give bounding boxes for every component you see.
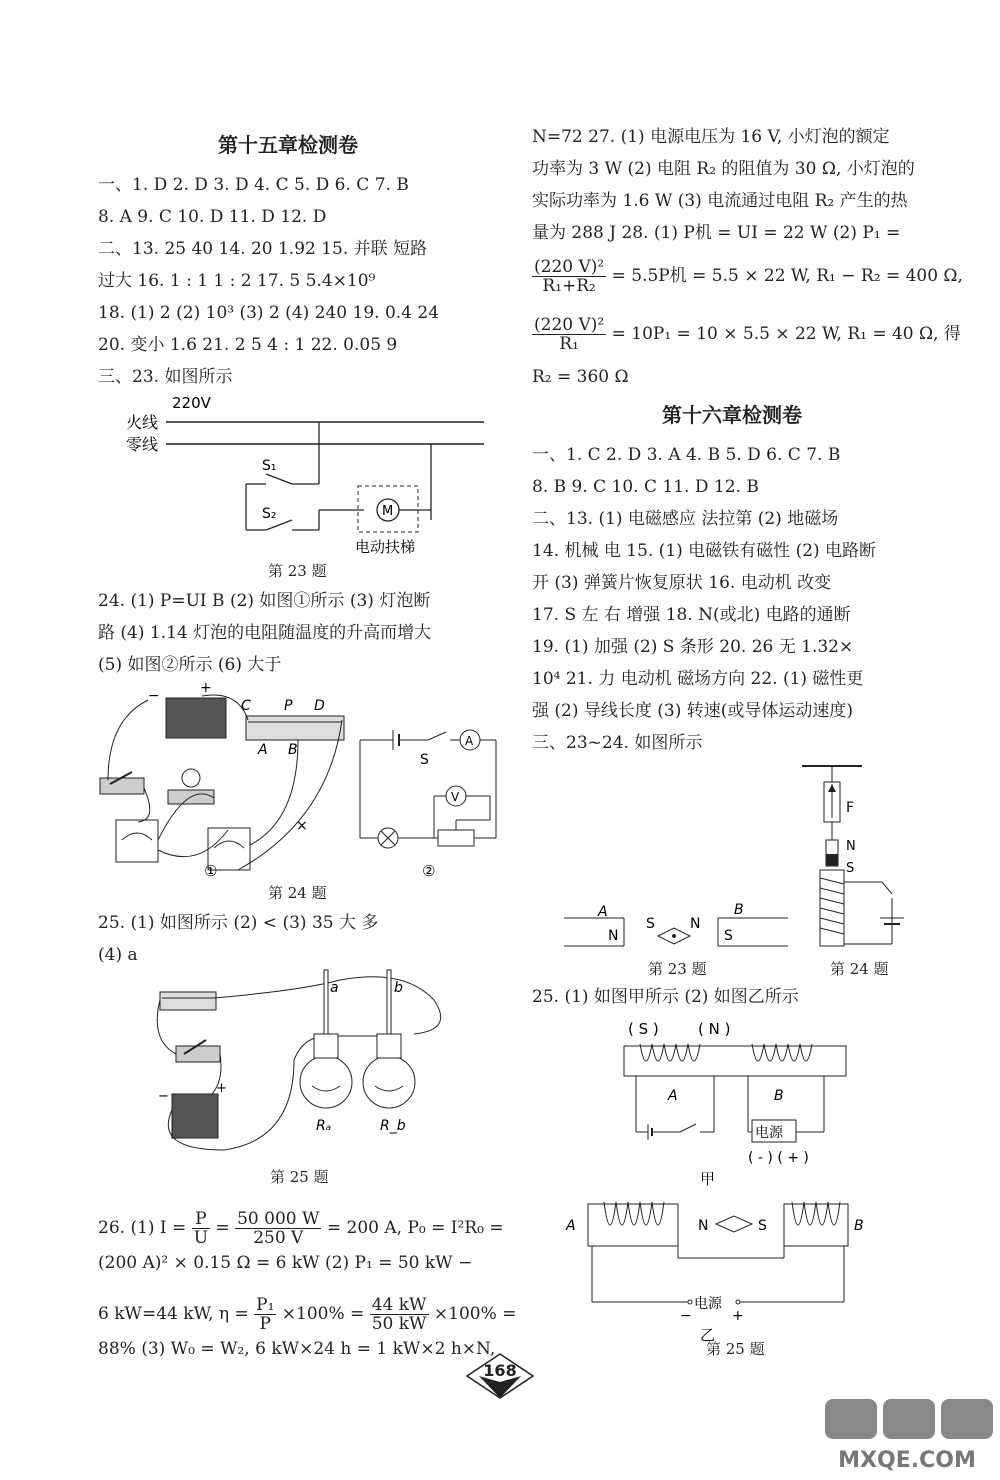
fraction-220-r1: $\frac{\text{(220 V)²}}{\text{R₁}}$ <box>534 315 605 354</box>
answer-line: 量为 288 J 28. (1) P机 = UI = 22 W (2) P₁ = <box>532 223 901 243</box>
formula-text: = 5.5P机 = 5.5 × 22 W, R₁ − R₂ = 400 Ω, <box>611 266 963 286</box>
formula-text: = 200 A, P₀ = I²R₀ = <box>326 1218 504 1238</box>
diagram-yi-label: 乙 <box>700 1326 716 1344</box>
resistor-ra-label: Rₐ <box>316 1118 332 1134</box>
formula-text: = 10P₁ = 10 × 5.5 × 22 W, R₁ = 40 Ω, 得 <box>611 324 961 344</box>
answer-line: 25. (1) 如图甲所示 (2) 如图乙所示 <box>532 987 799 1007</box>
answer-line: 17. S 左 右 增强 18. N(或北) 电路的通断 <box>532 605 851 625</box>
force-f-label: F <box>846 800 855 816</box>
pole-n-label: ( N ) <box>698 1020 731 1038</box>
fig24-circuit <box>98 680 503 880</box>
switch-s-label: S <box>420 752 429 768</box>
neutral-wire-label: 零线 <box>126 435 159 454</box>
answer-line: 8. A 9. C 10. D 11. D 12. D <box>98 207 327 227</box>
answer-line: (5) 如图②所示 (6) 大于 <box>98 655 282 675</box>
minus-label: − <box>680 1308 692 1324</box>
coil-b2-label: B <box>854 1218 864 1234</box>
fig25-caption: 第 25 题 <box>270 1168 329 1186</box>
fraction-p1-p: $\frac{\text{P₁}}{P}$ <box>256 1295 275 1334</box>
magnet-a-label: A <box>598 904 608 920</box>
fig23-caption: 第 23 题 <box>268 562 327 580</box>
terminal-p-label: P <box>284 698 293 714</box>
answer-line: 实际功率为 1.6 W (3) 电流通过电阻 R₂ 产生的热 <box>532 191 908 211</box>
answer-line-26a: 26. (1) I = $\frac{P}{U}$ = $\frac{50 000 W}{250 V}$ = 200 A, P₀ = I²R₀ = <box>98 1209 504 1248</box>
coil-a2-label: A <box>566 1218 576 1234</box>
plus-label: + <box>732 1308 744 1324</box>
formula-text: 6 kW=44 kW, η = <box>98 1304 249 1324</box>
resistor-rb-label: R_b <box>380 1118 406 1134</box>
switch-s1-label: S₁ <box>262 458 277 474</box>
answer-line: (200 A)² × 0.15 Ω = 6 kW (2) P₁ = 50 kW − <box>98 1253 473 1273</box>
coil-b-label: B <box>774 1088 784 1104</box>
terminal-d-label: D <box>314 698 325 714</box>
tube-b-label: b <box>394 980 403 996</box>
tube-a-label: a <box>330 980 339 996</box>
ammeter-symbol: A <box>465 734 474 748</box>
fig25-electromagnet <box>566 1014 908 1358</box>
magnet-s-label: S <box>846 861 855 876</box>
answer-line: 20. 变小 1.6 21. 2 5 4 : 1 22. 0.05 9 <box>98 335 398 355</box>
page-number-badge <box>465 1352 535 1400</box>
answer-line: 19. (1) 加强 (2) S 条形 20. 26 无 1.32× <box>532 637 854 657</box>
svg-text:−: − <box>158 1089 169 1104</box>
fraction-44-50: $\frac{44 kW}{50 kW}$ <box>371 1295 427 1334</box>
answer-line-28b <box>532 316 961 353</box>
pole-s-label: ( S ) <box>628 1020 659 1038</box>
magnet-a-n-label: N <box>608 928 619 944</box>
power-source2-label: 电源 <box>694 1296 722 1312</box>
answer-line: N=72 27. (1) 电源电压为 16 V, 小灯泡的额定 <box>532 127 890 147</box>
chapter16-title: 第十六章检测卷 <box>662 403 802 427</box>
fraction-p-u: $\frac{P}{U}$ <box>193 1209 209 1248</box>
fraction-w-v: $\frac{50 000 W}{250 V}$ <box>237 1209 320 1248</box>
page-number: 168 <box>483 1361 517 1380</box>
answer-line: 过大 16. 1 : 1 1 : 2 17. 5 5.4×10⁹ <box>98 271 376 291</box>
answer-line: 开 (3) 弹簧片恢复原状 16. 电动机 改变 <box>532 573 832 593</box>
device-label: 电动扶梯 <box>355 538 416 556</box>
voltage-label: 220V <box>172 394 211 412</box>
answer-line: 三、23. 如图所示 <box>98 367 233 387</box>
coil-a-label: A <box>668 1088 678 1104</box>
answer-line: 14. 机械 电 15. (1) 电磁铁有磁性 (2) 电路断 <box>532 541 877 561</box>
watermark-logo <box>815 1395 1000 1475</box>
answer-line: 路 (4) 1.14 灯泡的电阻随温度的升高而增大 <box>98 623 432 643</box>
answer-line: 25. (1) 如图所示 (2) < (3) 35 大 多 <box>98 913 379 933</box>
answer-line: R₂ = 360 Ω <box>532 367 629 387</box>
fig25-ch16-caption: 第 25 题 <box>706 1340 765 1358</box>
needle-n-label: N <box>690 916 701 932</box>
magnet-b-label: B <box>734 902 744 918</box>
live-wire-label: 火线 <box>126 413 159 432</box>
answer-line: 24. (1) P=UI B (2) 如图①所示 (3) 灯泡断 <box>98 591 431 611</box>
needle-s2-label: S <box>758 1218 767 1234</box>
fraction-220-r1r2: $\frac{\text{(220 V)²}}{\text{R₁+R₂}}$ <box>534 257 605 296</box>
answer-line: 88% (3) W₀ = W₂, 6 kW×24 h = 1 kW×2 h×N, <box>98 1339 496 1359</box>
power-source-label: 电源 <box>755 1125 783 1141</box>
formula-text: ×100% = <box>281 1304 365 1324</box>
svg-text:+: + <box>200 680 212 696</box>
answer-line: 三、23~24. 如图所示 <box>532 733 703 753</box>
needle-s-label: S <box>646 916 655 932</box>
terminal-b-label: B <box>288 742 298 758</box>
voltmeter-symbol: V <box>451 790 460 804</box>
fig2324-magnet <box>562 758 942 958</box>
answer-line-26b <box>98 1296 516 1333</box>
answer-line: 18. (1) 2 (2) 10³ (3) 2 (4) 240 19. 0.4 24 <box>98 303 440 323</box>
svg-text:−: − <box>148 688 160 704</box>
fig25-experiment <box>154 970 454 1160</box>
answer-line: 一、1. D 2. D 3. D 4. C 5. D 6. C 7. B <box>98 175 409 195</box>
polarity-label: ( - ) ( + ) <box>748 1150 809 1166</box>
chapter15-title: 第十五章检测卷 <box>218 133 358 157</box>
answer-line: 一、1. C 2. D 3. A 4. B 5. D 6. C 7. B <box>532 445 841 465</box>
answer-line: 强 (2) 导线长度 (3) 转速(或导体运动速度) <box>532 701 854 721</box>
answer-line: 功率为 3 W (2) 电阻 R₂ 的阻值为 30 Ω, 小灯泡的 <box>532 159 915 179</box>
fig24-caption: 第 24 题 <box>268 884 327 902</box>
magnet-n-label: N <box>846 839 856 854</box>
svg-text:×: × <box>296 818 308 834</box>
answer-line: 二、13. (1) 电磁感应 法拉第 (2) 地磁场 <box>532 509 839 529</box>
diagram-2-label: ② <box>422 862 436 880</box>
motor-symbol: M <box>382 504 394 519</box>
fig23-ch16-caption: 第 23 题 <box>648 960 707 978</box>
fig23-circuit <box>126 392 486 562</box>
magnet-b-s-label: S <box>724 928 733 944</box>
answer-line-28a <box>532 258 963 295</box>
svg-text:+: + <box>216 1081 227 1096</box>
switch-s2-label: S₂ <box>262 506 277 522</box>
diagram-jia-label: 甲 <box>700 1170 716 1188</box>
watermark-text: MXQE.COM <box>838 1448 976 1473</box>
terminal-c-label: C <box>241 698 251 714</box>
answer-line: 二、13. 25 40 14. 20 1.92 15. 并联 短路 <box>98 239 428 259</box>
needle-n2-label: N <box>698 1218 709 1234</box>
formula-text: 26. (1) I = <box>98 1218 187 1238</box>
terminal-a-label: A <box>258 742 268 758</box>
fig24-ch16-caption: 第 24 题 <box>830 960 889 978</box>
answer-line: (4) a <box>98 945 138 965</box>
formula-text: ×100% = <box>433 1304 517 1324</box>
answer-line: 8. B 9. C 10. C 11. D 12. B <box>532 477 759 497</box>
answer-line: 10⁴ 21. 力 电动机 磁场方向 22. (1) 磁性更 <box>532 669 864 689</box>
diagram-1-label: ① <box>204 862 218 880</box>
